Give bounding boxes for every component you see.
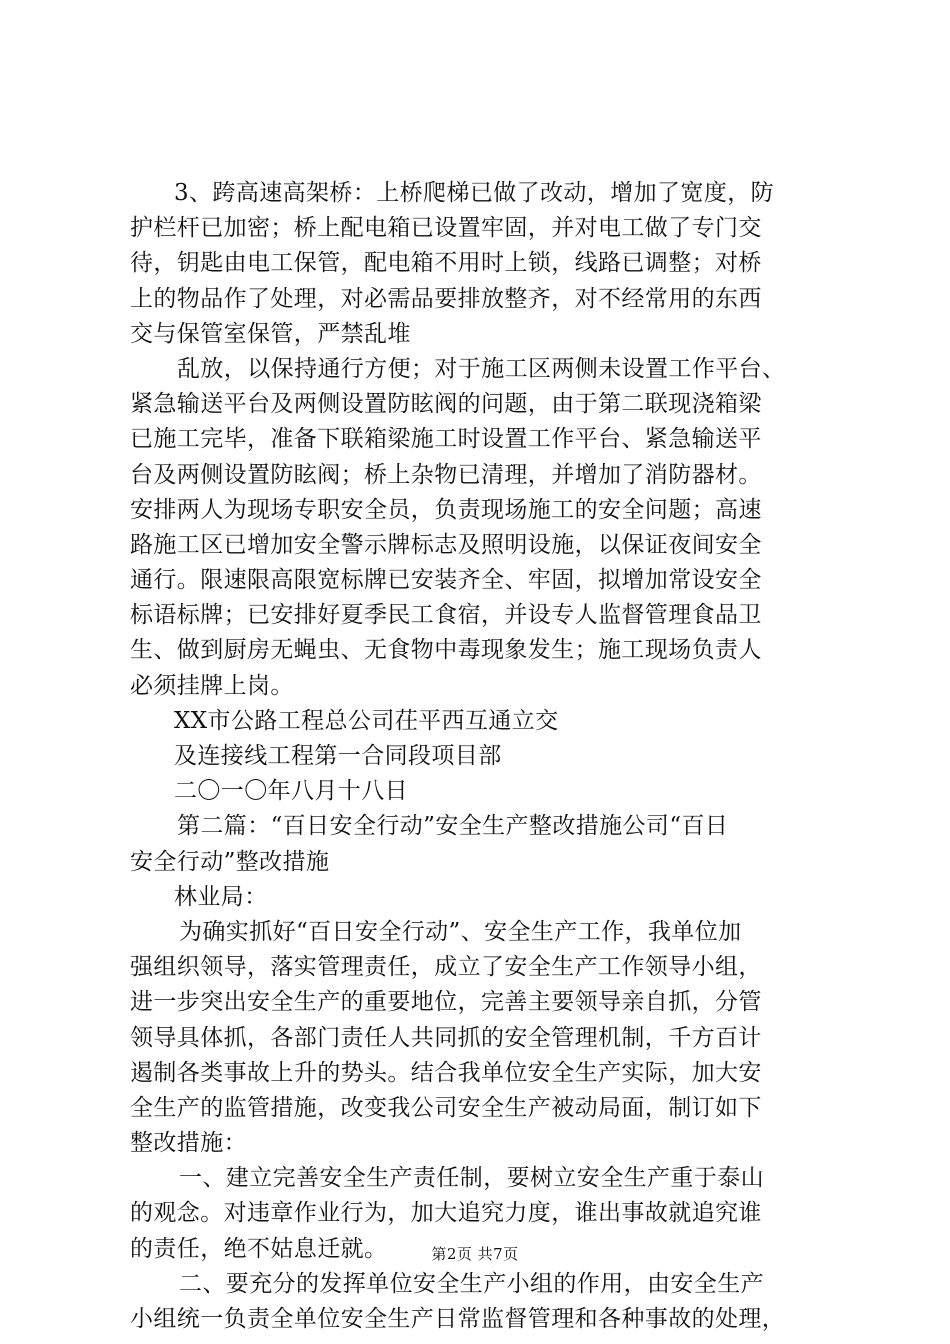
- text-line: 二、要充分的发挥单位安全生产小组的作用，由安全生产: [179, 1270, 764, 1297]
- text-line: 强组织领导，落实管理责任，成立了安全生产工作领导小组，: [130, 954, 762, 981]
- text-line: 全生产的监管措施，改变我公司安全生产被动局面，制订如下: [130, 1094, 762, 1121]
- section-heading: 第二篇：“百日安全行动”安全生产整改措施公司“百日: [177, 813, 729, 840]
- signature-organization-line: 及连接线工程第一合同段项目部: [174, 743, 502, 769]
- text-line: 标语标牌；已安排好夏季民工食宿，并设专人监督管理食品卫: [130, 602, 762, 629]
- text-line: 交与保管室保管，严禁乱堆: [130, 320, 411, 347]
- text-line: 3、跨高速高架桥：上桥爬梯已做了改动，增加了宽度，防: [174, 180, 775, 206]
- text-line: 台及两侧设置防眩阀；桥上杂物已清理，并增加了消防器材。: [130, 461, 762, 488]
- text-line: 生、做到厨房无蝇虫、无食物中毒现象发生；施工现场负责人: [130, 637, 762, 664]
- text-line: 必须挂牌上岗。: [130, 672, 294, 699]
- text-line: 小组统一负责全单位安全生产日常监督管理和各种事故的处理，: [130, 1306, 786, 1332]
- text-line: 的观念。对违章作业行为，加大追究力度，谁出事故就追究谁: [130, 1200, 762, 1227]
- text-line: 为确实抓好“百日安全行动”、安全生产工作，我单位加: [179, 918, 742, 945]
- document-body: [130, 176, 830, 1337]
- text-line: 护栏杆已加密；桥上配电箱已设置牢固，并对电工做了专门交: [130, 215, 762, 242]
- text-line: 紧急输送平台及两侧设置防眩阀的问题，由于第二联现浇箱梁: [130, 391, 762, 418]
- text-line: 安排两人为现场专职安全员，负责现场施工的安全问题；高速: [130, 496, 762, 523]
- salutation: 林业局：: [174, 883, 268, 910]
- text-line: 乱放，以保持通行方便；对于施工区两侧未设置工作平台、: [177, 355, 786, 382]
- text-line: 待，钥匙由电工保管，配电箱不用时上锁，线路已调整；对桥: [130, 250, 762, 277]
- section-heading: 安全行动”整改措施: [130, 848, 330, 875]
- text-line: 整改措施：: [130, 1130, 247, 1157]
- page-number: 第2页 共7页: [431, 1245, 519, 1263]
- signature-date: 二〇一〇年八月十八日: [174, 778, 408, 805]
- text-line: 的责任，绝不姑息迁就。: [130, 1235, 388, 1262]
- text-line: 上的物品作了处理，对必需品要排放整齐，对不经常用的东西: [130, 285, 762, 312]
- text-line: 通行。限速限高限宽标牌已安装齐全、牢固，拟增加常设安全: [130, 567, 762, 594]
- text-line: 进一步突出安全生产的重要地位，完善主要领导亲自抓，分管: [130, 989, 762, 1016]
- text-line: 一、建立完善安全生产责任制，要树立安全生产重于泰山: [179, 1165, 764, 1192]
- text-line: 遏制各类事故上升的势头。结合我单位安全生产实际，加大安: [130, 1059, 762, 1086]
- signature-organization-line: XX市公路工程总公司茌平西互通立交: [174, 707, 559, 734]
- text-line: 已施工完毕，准备下联箱梁施工时设置工作平台、紧急输送平: [130, 426, 762, 453]
- text-line: 领导具体抓，各部门责任人共同抓的安全管理机制，千方百计: [130, 1024, 762, 1051]
- text-line: 路施工区已增加安全警示牌标志及照明设施，以保证夜间安全: [130, 531, 762, 558]
